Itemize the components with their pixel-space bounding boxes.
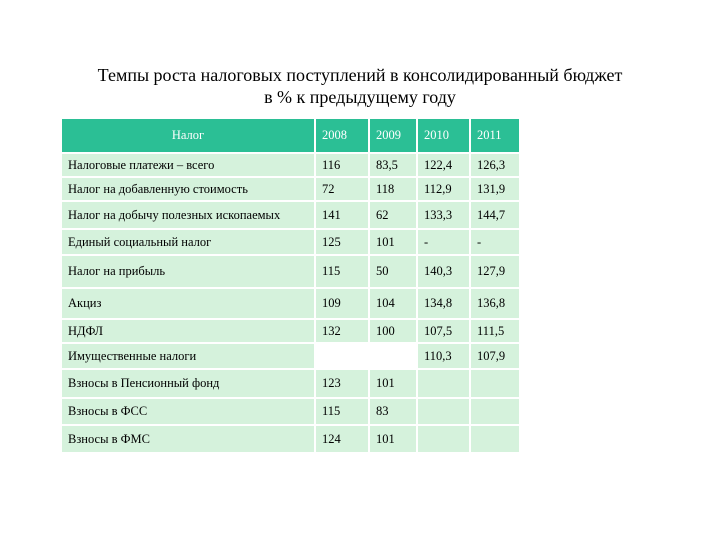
table-row [61,369,520,398]
table-row [61,177,520,201]
value-2009-cell [369,343,417,369]
tax-name-cell: Налоговые платежи – всего [61,153,315,177]
value-2009-cell: 104 [369,288,417,319]
value-2011-cell: 136,8 [470,288,520,319]
tax-name-cell: Взносы в ФСС [61,398,315,425]
value-2009-cell: 50 [369,255,417,288]
value-2009-cell: 101 [369,425,417,453]
table-row [61,229,520,255]
value-2011-cell [470,369,520,398]
value-2010-cell: 110,3 [417,343,470,369]
value-2011-cell [470,398,520,425]
table-row [61,343,520,369]
value-2008-cell: 132 [315,319,369,343]
header-2008: 2008 [315,118,369,153]
table-row [61,201,520,229]
value-2010-cell: 107,5 [417,319,470,343]
value-2009-cell: 62 [369,201,417,229]
value-2010-cell [417,369,470,398]
header-2009: 2009 [369,118,417,153]
value-2009-cell: 83,5 [369,153,417,177]
value-2011-cell: 127,9 [470,255,520,288]
value-2011-cell: 131,9 [470,177,520,201]
table-row [61,288,520,319]
value-2011-cell: 126,3 [470,153,520,177]
title-line-1: Темпы роста налоговых поступлений в консолидированный бюджет [97,65,623,85]
value-2008-cell: 125 [315,229,369,255]
table-row [61,319,520,343]
table-row [61,153,520,177]
value-2011-cell: - [470,229,520,255]
tax-name-cell: НДФЛ [61,319,315,343]
title-line-2: в % к предыдущему году [264,87,456,107]
table-header-row [61,118,520,153]
header-tax: Налог [61,118,315,153]
tax-name-cell: Единый социальный налог [61,229,315,255]
value-2010-cell: 140,3 [417,255,470,288]
table-row [61,398,520,425]
value-2010-cell: 112,9 [417,177,470,201]
value-2009-cell: 118 [369,177,417,201]
value-2008-cell: 123 [315,369,369,398]
value-2011-cell: 107,9 [470,343,520,369]
table-row [61,425,520,453]
header-2010: 2010 [417,118,470,153]
table-row [61,255,520,288]
value-2008-cell: 72 [315,177,369,201]
value-2008-cell: 141 [315,201,369,229]
tax-name-cell: Налог на прибыль [61,255,315,288]
tax-name-cell: Налог на добавленную стоимость [61,177,315,201]
tax-name-cell: Имущественные налоги [61,343,315,369]
tax-growth-table [60,117,521,454]
value-2009-cell: 101 [369,229,417,255]
tax-name-cell: Взносы в ФМС [61,425,315,453]
value-2008-cell: 115 [315,255,369,288]
value-2010-cell: 134,8 [417,288,470,319]
value-2011-cell: 144,7 [470,201,520,229]
value-2009-cell: 101 [369,369,417,398]
tax-name-cell: Акциз [61,288,315,319]
value-2011-cell [470,425,520,453]
value-2010-cell: 122,4 [417,153,470,177]
value-2010-cell: 133,3 [417,201,470,229]
value-2008-cell: 109 [315,288,369,319]
value-2009-cell: 100 [369,319,417,343]
value-2010-cell [417,425,470,453]
value-2008-cell: 124 [315,425,369,453]
value-2008-cell [315,343,369,369]
header-2011: 2011 [470,118,520,153]
value-2009-cell: 83 [369,398,417,425]
value-2008-cell: 116 [315,153,369,177]
value-2008-cell: 115 [315,398,369,425]
tax-name-cell: Налог на добычу полезных ископаемых [61,201,315,229]
value-2011-cell: 111,5 [470,319,520,343]
value-2010-cell [417,398,470,425]
page-title [40,64,680,108]
tax-name-cell: Взносы в Пенсионный фонд [61,369,315,398]
value-2010-cell: - [417,229,470,255]
